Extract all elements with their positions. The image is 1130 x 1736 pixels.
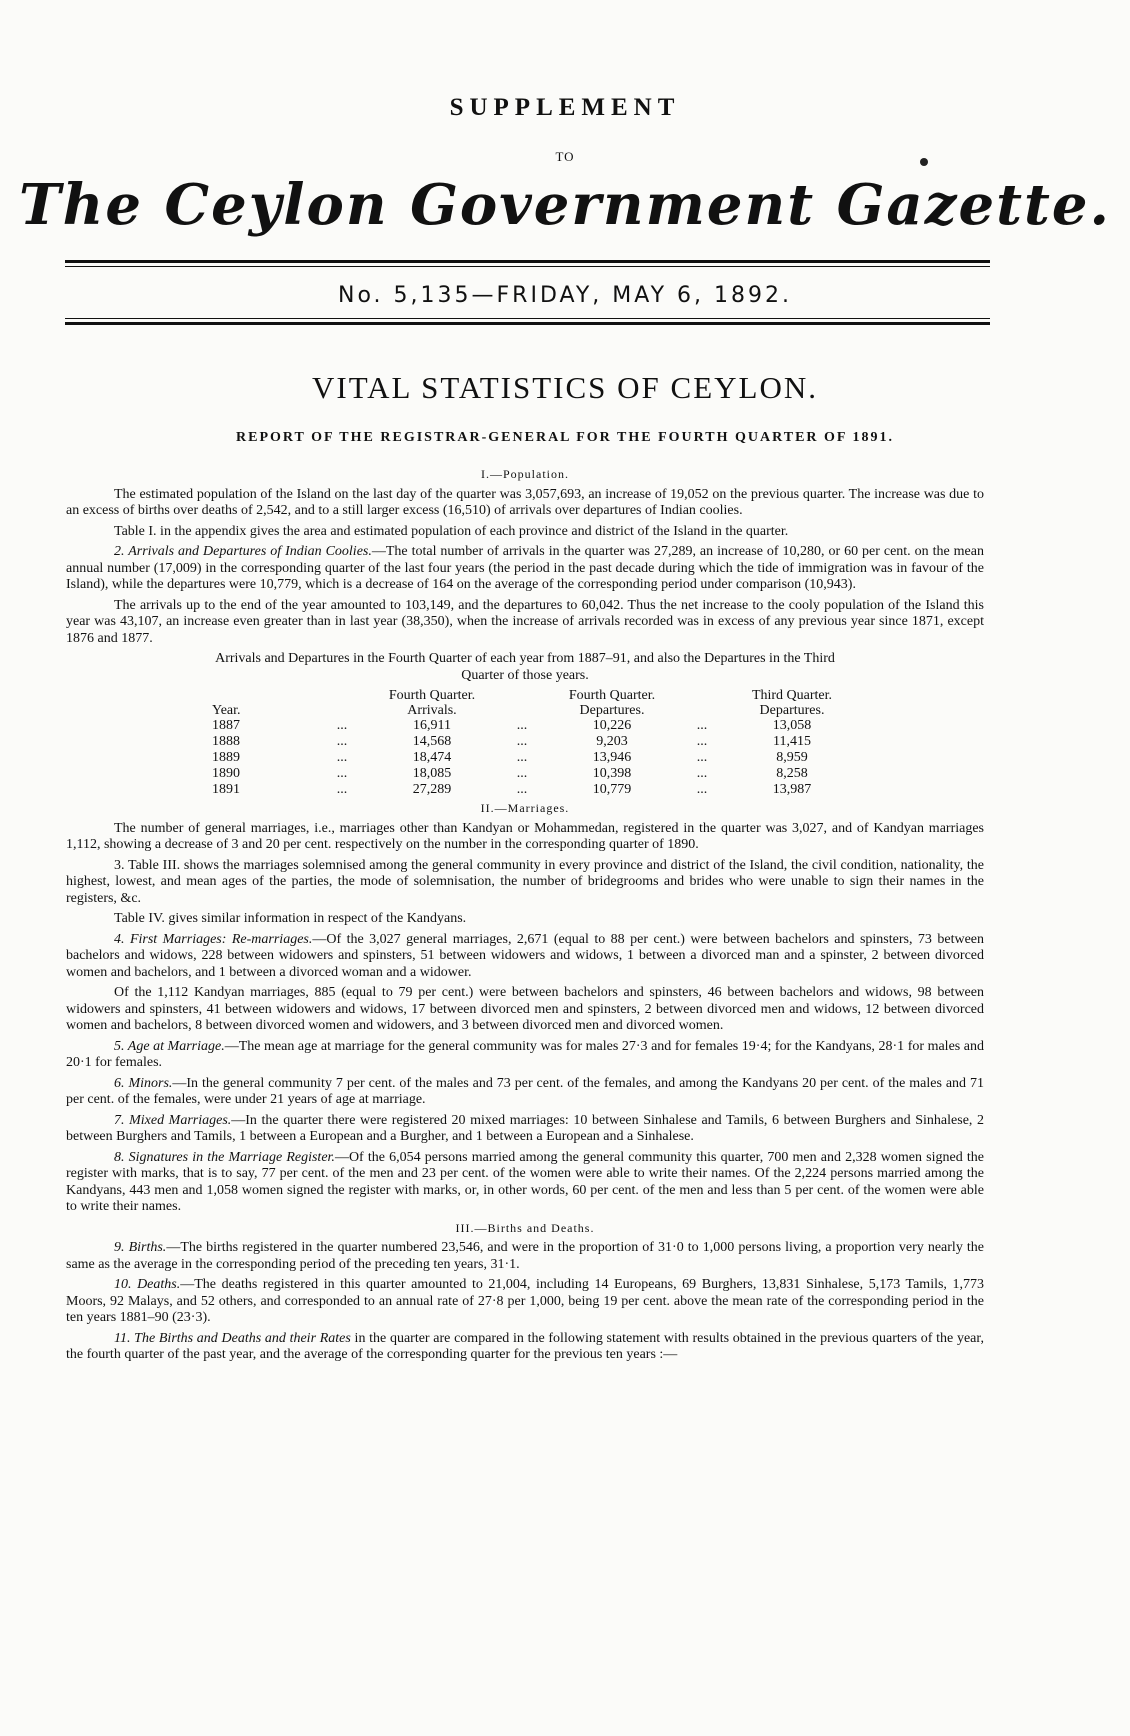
paragraph [66, 1076, 984, 1109]
arrivals-cell: 18,085 [412, 766, 452, 781]
dots-cell: ... [516, 750, 528, 765]
col-header-fq-arrivals: Fourth Quarter. [388, 688, 476, 703]
year-cell: 1888 [212, 734, 240, 749]
to-label: TO [555, 149, 575, 164]
year-cell: 1890 [212, 766, 240, 781]
table-row [66, 782, 852, 798]
spacer [672, 703, 732, 718]
spacer [312, 688, 372, 703]
col-header-fq-departures: Fourth Quarter. [568, 688, 656, 703]
paragraph-lead: 9. Births. [114, 1240, 167, 1255]
section-heading-births-deaths: III.—Births and Deaths. [455, 1220, 595, 1235]
paragraph: 3. Table III. shows the marriages solemnised among the general community in every province and district of the Island, the civil condition, nationality, the highest, lowest, and mean ages of the parties, the mode of solemnisation, the number of bridegrooms and brides who were unable to sign their names in the registers, &c. [66, 857, 984, 906]
spacer [672, 688, 732, 703]
departures-cell: 10,398 [592, 766, 632, 781]
paragraph-text: —In the general community 7 per cent. of the males and 73 per cent. of the females, and among the Kandyans 20 per cent. of the males and 71 per cent. of the females, were under 21 years of age at marriage. [66, 1075, 984, 1107]
page-title: VITAL STATISTICS OF CEYLON. [312, 370, 818, 405]
dots-cell: ... [696, 750, 708, 765]
departures-cell: 10,226 [592, 718, 632, 733]
issue-rule-bottom [65, 322, 990, 325]
dots-cell: ... [696, 718, 708, 733]
dots-cell: ... [336, 718, 348, 733]
paragraph-lead: 5. Age at Marriage. [114, 1038, 225, 1054]
section-heading-marriages: II.—Marriages. [480, 801, 570, 815]
table-row [66, 734, 852, 750]
paragraph [66, 1039, 984, 1072]
paragraph-text: —Of the 6,054 persons married among the general community this quarter, 700 men and 2,328 women signed the register with marks, that is to say, 77 per cent. of the men and 23 per cent. of the women were able to write their names. Of the 2,224 persons married among the Kandyans, 443 men and 1,058 women signed the register with marks, or, in other words, 60 per cent. of the men and less than 5 per cent. of the women were able to write their names. [66, 1149, 984, 1214]
table-caption-cont: Quarter of those years. [461, 667, 589, 683]
dots-cell: ... [336, 782, 348, 797]
masthead-rule-top-thin [65, 266, 990, 267]
dots-cell: ... [516, 766, 528, 781]
paragraph-text: —The mean age at marriage for the general community was for males 27·3 and for females 19·4; for the Kandyans, 28·1 for males and 20·1 for females. [66, 1038, 984, 1070]
masthead-rule-top [65, 260, 990, 263]
arrivals-cell: 18,474 [412, 750, 452, 765]
table-header-row [66, 688, 852, 703]
paragraph-lead: 7. Mixed Marriages. [114, 1112, 232, 1128]
paragraph [66, 544, 984, 594]
paragraph-text: —The deaths registered in this quarter amounted to 21,004, including 14 Europeans, 69 Burghers, 13,831 Sinhalese, 5,173 Tamils, 1,773 Moors, 92 Malays, and 52 others, and corresponded to an annual rate of 27·8 per 1,000, being 19 per cent. above the mean rate of the corresponding period in the ten years 1881–90 (23·3). [66, 1277, 984, 1325]
issue-line: No. 5,135—FRIDAY, MAY 6, 1892. [338, 283, 792, 308]
table-row [66, 750, 852, 766]
paragraph [66, 1150, 984, 1216]
third-quarter-cell: 13,987 [772, 782, 812, 797]
paragraph-lead: 4. First Marriages: Re-marriages. [114, 931, 313, 947]
masthead: The Ceylon Government Gazette. [18, 172, 1111, 238]
third-quarter-cell: 8,258 [776, 766, 808, 781]
scan-speck [920, 158, 928, 166]
col-header-arrivals-sub: Arrivals. [407, 703, 457, 718]
paragraph [66, 932, 984, 982]
paragraph-lead: 11. The Births and Deaths and their Rates [114, 1330, 351, 1346]
paragraph-text: —The total number of arrivals in the quarter was 27,289, an increase of 10,280, or 60 per cent. on the mean annual number (17,009) in the corresponding quarter of the last four years (the period in the past decade during which the tide of immigration was in favour of the Island), while the departures were 10,779, which is a decrease of 164 on the average of the corresponding period under comparison (10,943). [66, 544, 984, 592]
dots-cell: ... [516, 718, 528, 733]
supplement-heading: SUPPLEMENT [449, 94, 681, 121]
paragraph: Table I. in the appendix gives the area and estimated population of each province and district of the Island in the quarter. [114, 523, 789, 539]
dots-cell: ... [696, 734, 708, 749]
table-row [66, 766, 852, 782]
departures-cell: 9,203 [596, 734, 628, 749]
paragraph-lead: 10. Deaths. [114, 1277, 181, 1292]
report-body [66, 464, 984, 1368]
issue-rule-thin [65, 318, 990, 319]
col-header-year: Year. [212, 703, 241, 718]
dots-cell: ... [336, 734, 348, 749]
third-quarter-cell: 11,415 [773, 734, 811, 749]
departures-cell: 10,779 [592, 782, 632, 797]
dots-cell: ... [696, 782, 708, 797]
paragraph [66, 1240, 984, 1273]
year-cell: 1889 [212, 750, 240, 765]
year-cell: 1891 [212, 782, 240, 797]
spacer [492, 688, 552, 703]
col-header-third-sub: Departures. [759, 703, 825, 718]
paragraph-lead: 6. Minors. [114, 1075, 173, 1091]
paragraph: The estimated population of the Island on the last day of the quarter was 3,057,693, an increase of 19,052 on the previous quarter. The increase was due to an excess of births over deaths of 2,542, and to a still larger excess (16,510) of arrivals over departures of Indian coolies. [66, 486, 984, 518]
paragraph: Table IV. gives similar information in respect of the Kandyans. [114, 911, 467, 926]
section-heading-population: I.—Population. [481, 467, 569, 481]
paragraph-text: —The births registered in the quarter numbered 23,546, and were in the proportion of 31·0 to 1,000 persons living, a proportion very nearly the same as the average in the corresponding period of the preceding ten years, 31·1. [66, 1240, 984, 1272]
arrivals-cell: 14,568 [412, 734, 452, 749]
report-subtitle: REPORT OF THE REGISTRAR-GENERAL FOR THE FOURTH QUARTER OF 1891. [236, 430, 894, 445]
dots-cell: ... [516, 782, 528, 797]
col-header-departures-sub: Departures. [579, 703, 645, 718]
dots-cell: ... [336, 750, 348, 765]
paragraph-text: —In the quarter there were registered 20 mixed marriages: 10 between Sinhalese and Tamils, 6 between Burghers and Sinhalese, 2 between Burghers and Tamils, 1 between a European and a Burgher, and 1 between a European and a Sinhalese. [66, 1112, 984, 1144]
third-quarter-cell: 8,959 [776, 750, 808, 765]
third-quarter-cell: 13,058 [772, 718, 812, 733]
arrivals-cell: 27,289 [412, 782, 452, 797]
year-cell: 1887 [212, 718, 240, 733]
dots-cell: ... [696, 766, 708, 781]
paragraph-lead: 2. Arrivals and Departures of Indian Coolies. [114, 544, 372, 559]
paragraph-lead: 8. Signatures in the Marriage Register. [114, 1149, 335, 1165]
paragraph: The arrivals up to the end of the year amounted to 103,149, and the departures to 60,042. Thus the net increase to the cooly population of the Island this year was 43,107, an increase even greater than in last year (38,350), when the increase of arrivals recorded was in excess of any previous year since 1871, except 1876 and 1877. [66, 597, 984, 646]
paragraph [66, 1331, 984, 1364]
spacer [492, 703, 552, 718]
spacer [312, 703, 372, 718]
arrivals-cell: 16,911 [413, 718, 451, 733]
table-body [66, 718, 852, 798]
departures-cell: 13,946 [592, 750, 632, 765]
paragraph-text: in the quarter are compared in the following statement with results obtained in the previous quarters of the year, the fourth quarter of the past year, and the average of the corresponding quarter for the previous ten years :— [66, 1330, 984, 1362]
table-row [66, 718, 852, 734]
paragraph: Of the 1,112 Kandyan marriages, 885 (equal to 79 per cent.) were between bachelors and spinsters, 46 between bachelors and widows, 98 between widowers and spinsters, 41 between widowers and widows, 17 between divorced men and spinsters, 2 between divorced men and widows, 12 between divorced women and bachelors, 8 between divorced women and widowers, and 3 between divorced men and divorced women. [66, 985, 984, 1033]
paragraph [66, 1277, 984, 1327]
col-header-tq-departures: Third Quarter. [751, 688, 833, 703]
paragraph: The number of general marriages, i.e., marriages other than Kandyan or Mohammedan, registered in the quarter was 3,027, and of Kandyan marriages 1,112, showing a decrease of 3 and 20 per cent. respectively on the number in the corresponding quarter of 1890. [66, 820, 984, 852]
paragraph [66, 1113, 984, 1146]
paragraph-text: —Of the 3,027 general marriages, 2,671 (equal to 88 per cent.) were between bachelors and spinsters, 73 between bachelors and widows, 228 between widowers and spinsters, 51 between widowers and widows, 1 between a divorced man and a spinster, 2 between divorced women and bachelors, and 1 between a divorced woman and a widower. [66, 931, 984, 980]
arrivals-departures-table [66, 688, 852, 798]
dots-cell: ... [516, 734, 528, 749]
table-caption: Arrivals and Departures in the Fourth Quarter of each year from 1887–91, and also the Departures in the Third [215, 651, 835, 666]
dots-cell: ... [336, 766, 348, 781]
